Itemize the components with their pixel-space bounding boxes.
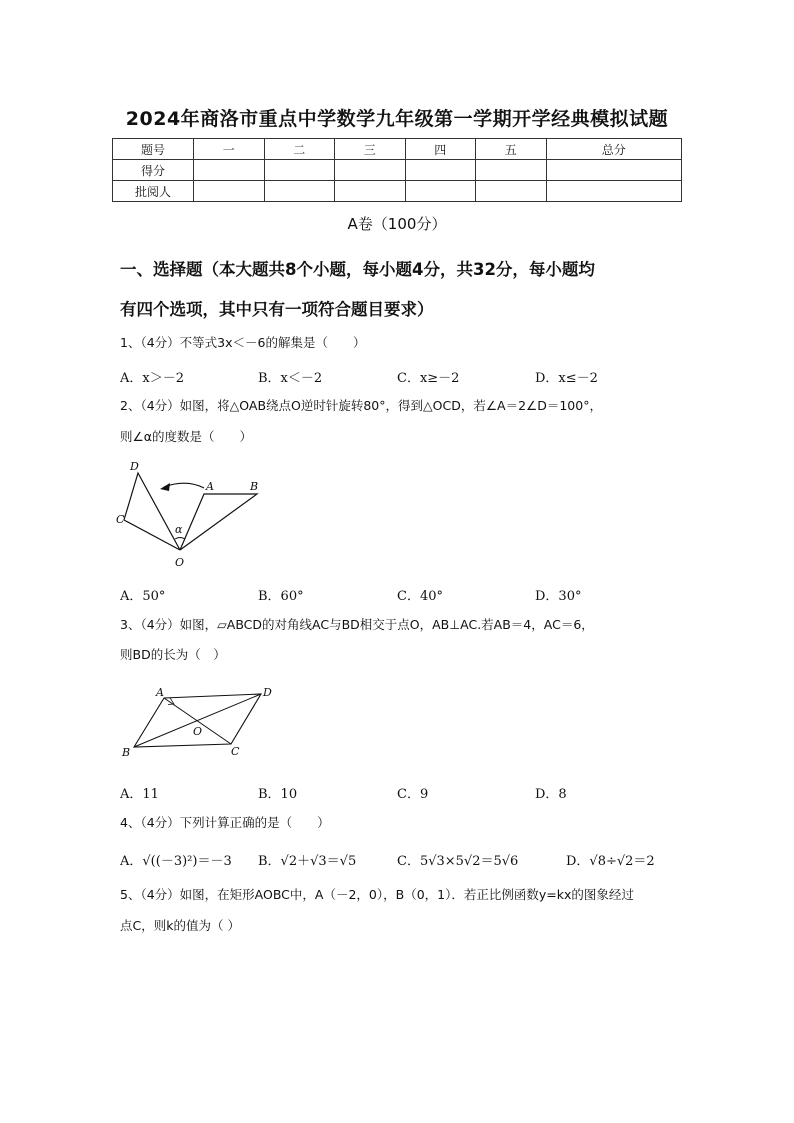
q3-text-line1: 3、（4分）如图，▱ABCD的对角线AC与BD相交于点O，AB⊥AC.若AB＝4，AC＝6，: [120, 617, 594, 632]
score-cell: [264, 160, 335, 181]
label-alpha: α: [175, 523, 183, 536]
q2-option-b: B．60°: [258, 589, 304, 604]
score-cell: [405, 181, 476, 202]
q2-option-c: C．40°: [397, 589, 443, 604]
score-header-cell: 五: [476, 139, 547, 160]
score-header-cell: 一: [194, 139, 265, 160]
score-cell: [476, 181, 547, 202]
q4-option-a: A．√((－3)²)＝－3: [120, 854, 232, 869]
label-c: C: [231, 745, 240, 758]
score-cell: [264, 181, 335, 202]
q3-option-c: C．9: [397, 787, 429, 802]
triangle-oab: [180, 494, 257, 550]
q1-text: 1、（4分）不等式3x＜－6的解集是（ ）: [120, 335, 366, 350]
score-cell: [476, 160, 547, 181]
q2-rotation-figure: [112, 455, 272, 570]
score-header-cell: 总分: [546, 139, 682, 160]
label-d: D: [130, 460, 139, 473]
rotation-arrow: [164, 483, 204, 488]
diagonal-bd: [134, 694, 261, 747]
score-header-cell: 二: [264, 139, 335, 160]
q2-text-line1: 2、（4分）如图，将△OAB绕点O逆时针旋转80°，得到△OCD，若∠A＝2∠D＝100°，: [120, 398, 602, 413]
page-title: 2024年商洛市重点中学数学九年级第一学期开学经典模拟试题: [125, 108, 669, 130]
score-header-cell: 四: [405, 139, 476, 160]
section1-heading-line2: 有四个选项，其中只有一项符合题目要求）: [120, 300, 434, 319]
score-table-header-row: [113, 139, 682, 160]
score-table-row: [113, 181, 682, 202]
score-header-cell: 三: [335, 139, 406, 160]
score-cell: [335, 160, 406, 181]
q2-option-d: D．30°: [535, 589, 582, 604]
q1-option-c: C．x≥－2: [397, 371, 460, 386]
label-d: D: [263, 686, 272, 699]
q2-text-line2: 则∠α的度数是（ ）: [120, 429, 252, 444]
score-cell: [335, 181, 406, 202]
score-cell: [546, 181, 682, 202]
q3-option-b: B．10: [258, 787, 298, 802]
score-table-row: [113, 160, 682, 181]
label-a: A: [206, 480, 214, 493]
q4-option-c: C．5√3×5√2＝5√6: [397, 854, 519, 869]
score-cell: [194, 181, 265, 202]
q4-text: 4、（4分）下列计算正确的是（ ）: [120, 815, 330, 830]
label-a: A: [156, 686, 164, 699]
label-b: B: [122, 746, 131, 759]
q1-option-b: B．x＜－2: [258, 371, 323, 386]
label-o: O: [175, 556, 185, 569]
q2-option-a: A．50°: [120, 589, 166, 604]
score-table: [112, 138, 682, 202]
q3-option-a: A．11: [120, 787, 159, 802]
q4-option-b: B．√2＋√3＝√5: [258, 854, 357, 869]
q4-option-d: D．√8÷√2＝2: [566, 854, 655, 869]
score-row-label: 得分: [113, 160, 194, 181]
q5-text-line2: 点C，则k的值为（ ）: [120, 918, 240, 933]
q1-option-d: D．x≤－2: [535, 371, 598, 386]
score-row-label: 批阅人: [113, 181, 194, 202]
label-c: C: [116, 513, 125, 526]
q3-option-d: D．8: [535, 787, 567, 802]
q1-option-a: A．x＞－2: [120, 371, 184, 386]
score-cell: [405, 160, 476, 181]
section-a-title: A卷（100分）: [347, 215, 447, 233]
score-header-cell: 题号: [113, 139, 194, 160]
q3-text-line2: 则BD的长为（ ）: [120, 647, 226, 662]
score-cell: [546, 160, 682, 181]
score-cell: [194, 160, 265, 181]
label-o: O: [193, 725, 203, 738]
angle-alpha-arc: [175, 538, 185, 540]
q5-text-line1: 5、（4分）如图，在矩形AOBC中，A（－2，0），B（0，1）．若正比例函数y=kx的图象经过: [120, 887, 634, 902]
q3-parallelogram-figure: [118, 684, 278, 760]
rotation-arrowhead: [160, 483, 170, 491]
section1-heading-line1: 一、选择题（本大题共8个小题，每小题4分，共32分，每小题均: [120, 260, 595, 279]
label-b: B: [250, 480, 259, 493]
